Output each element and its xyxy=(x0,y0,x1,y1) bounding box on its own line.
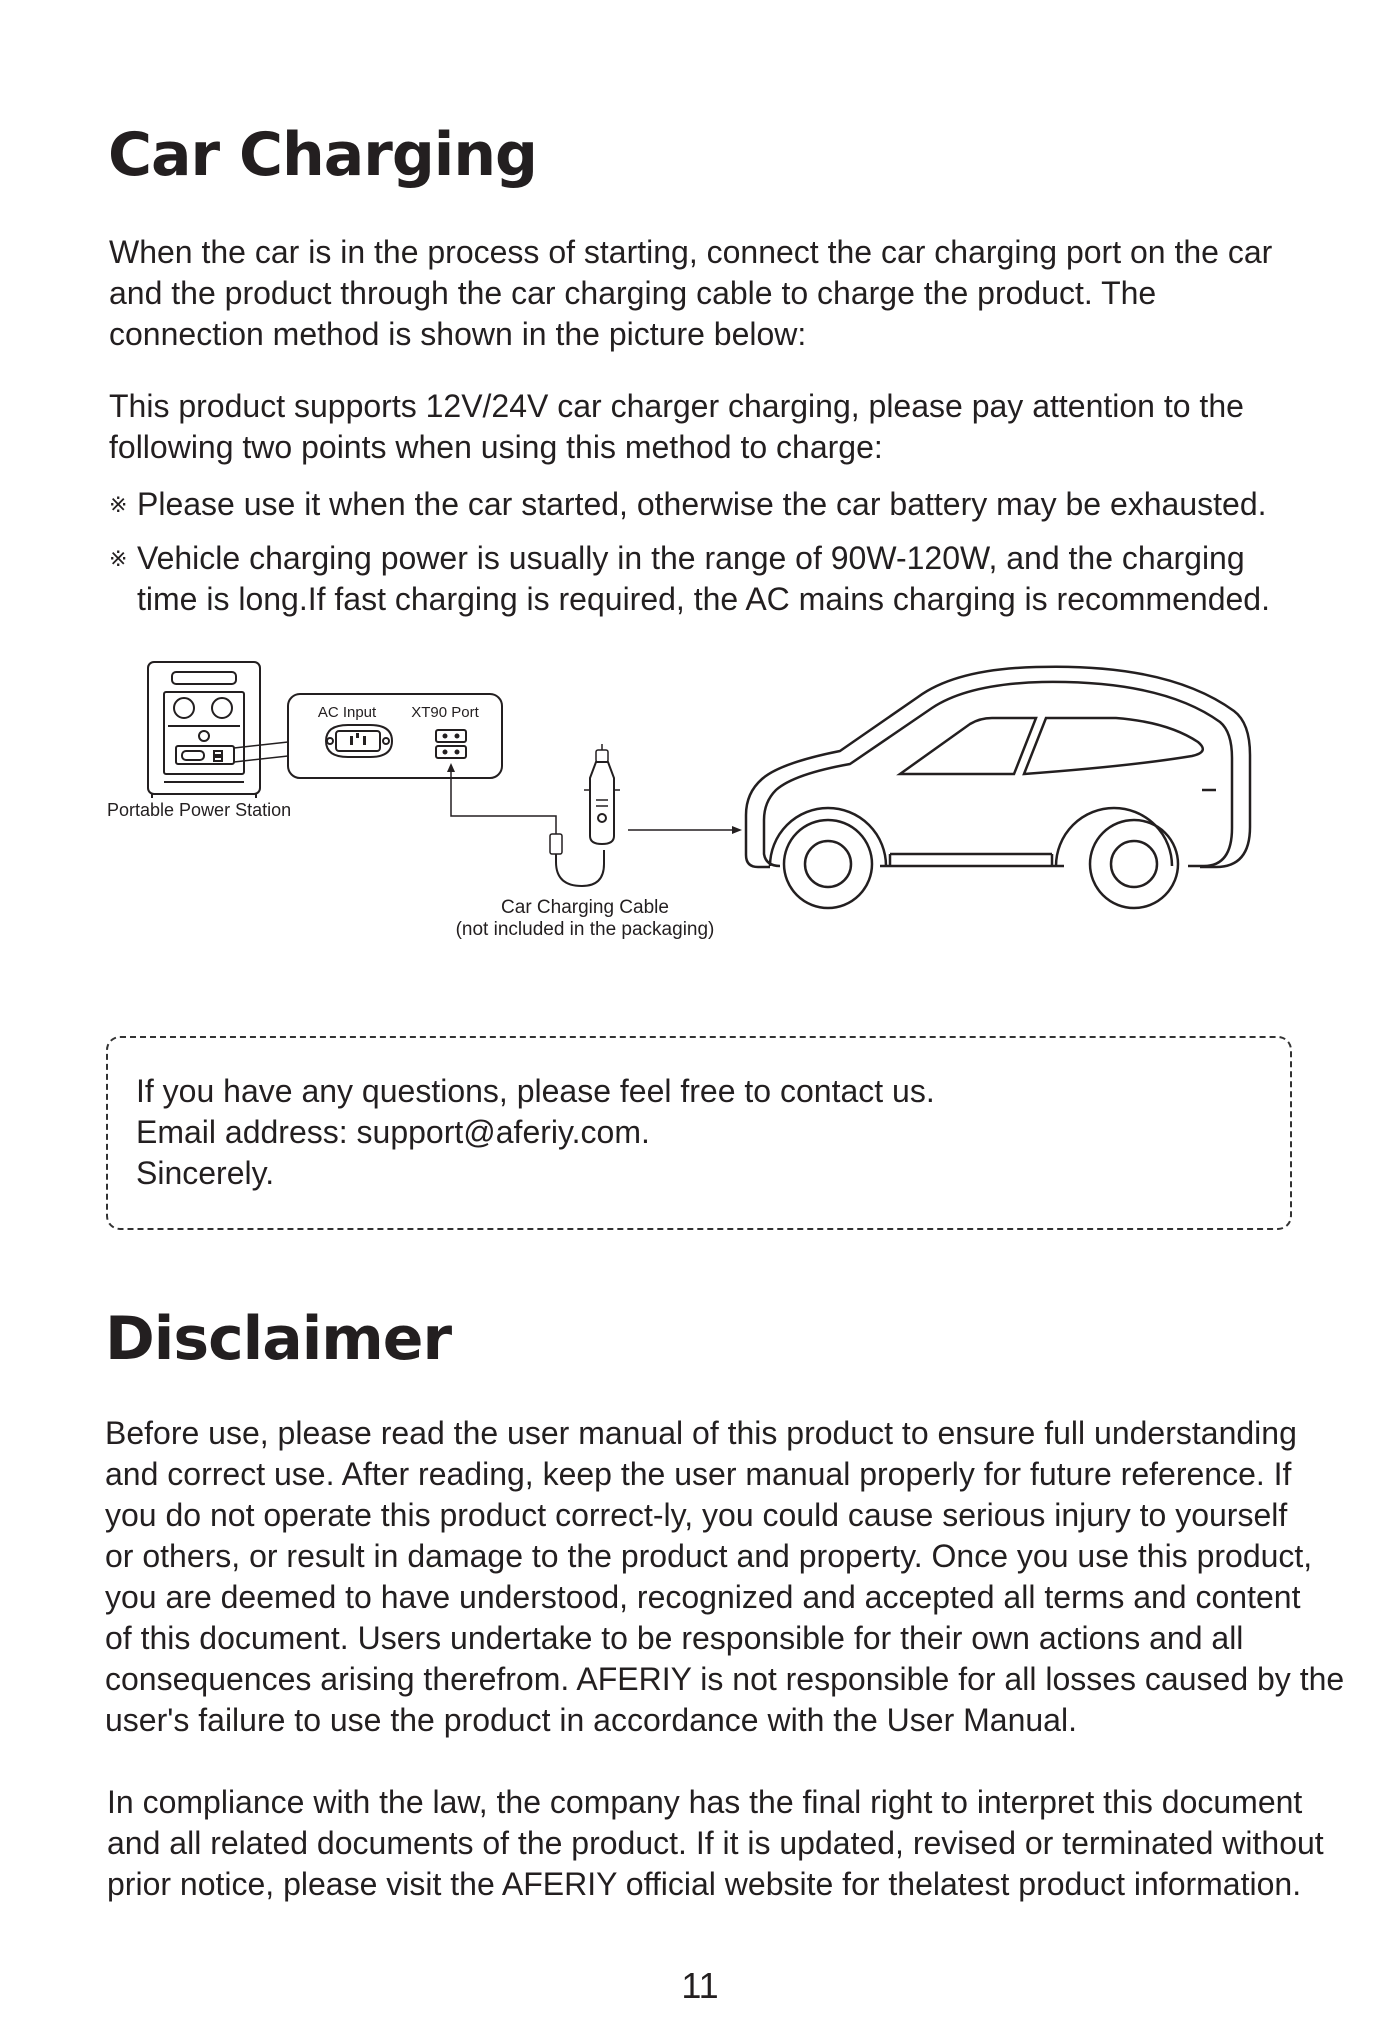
intro-line: and the product through the car charging cable to charge the product. The xyxy=(109,275,1157,311)
disclaimer-line: or others, or result in damage to the product and property. Once you use this product, xyxy=(105,1538,1313,1574)
support-paragraph xyxy=(109,386,1244,468)
connection-diagram xyxy=(0,650,1400,950)
disclaimer-line: consequences arising therefrom. AFERIY is not responsible for all losses caused by the xyxy=(105,1661,1345,1697)
intro-paragraph xyxy=(109,232,1272,355)
disclaimer-line: In compliance with the law, the company has the final right to interpret this document xyxy=(107,1784,1303,1820)
cable-illustration xyxy=(447,744,742,886)
note-mark: ※ xyxy=(109,492,128,517)
power-station-illustration xyxy=(148,662,260,798)
disclaimer-line: and all related documents of the product. If it is updated, revised or terminated without xyxy=(107,1825,1324,1861)
disclaimer-line: and correct use. After reading, keep the user manual properly for future reference. If xyxy=(105,1456,1292,1492)
disclaimer-paragraph-1 xyxy=(105,1413,1344,1741)
page-number: 11 xyxy=(681,1965,719,2006)
note-line: Please use it when the car started, otherwise the car battery may be exhausted. xyxy=(137,486,1267,522)
disclaimer-line: you do not operate this product correct-ly, you could cause serious injury to yourself xyxy=(105,1497,1288,1533)
ac-input-label: AC Input xyxy=(317,704,377,721)
disclaimer-line: of this document. Users undertake to be responsible for their own actions and all xyxy=(105,1620,1244,1656)
contact-signoff: Sincerely. xyxy=(136,1155,275,1191)
car-illustration xyxy=(746,667,1250,908)
intro-line: connection method is shown in the picture below: xyxy=(109,316,807,352)
disclaimer-paragraph-2 xyxy=(107,1782,1324,1905)
contact-line: If you have any questions, please feel free to contact us. xyxy=(136,1073,935,1109)
note-item xyxy=(109,484,1267,525)
support-line: following two points when using this method to charge: xyxy=(109,429,883,465)
cable-note: (not included in the packaging) xyxy=(455,919,715,940)
note-item xyxy=(109,538,1270,620)
note-mark: ※ xyxy=(109,546,128,571)
support-line: This product supports 12V/24V car charger charging, please pay attention to the xyxy=(109,388,1244,424)
disclaimer-line: Before use, please read the user manual of this product to ensure full understanding xyxy=(105,1415,1297,1451)
disclaimer-line: prior notice, please visit the AFERIY official website for thelatest product information. xyxy=(107,1866,1302,1902)
disclaimer-line: you are deemed to have understood, recognized and accepted all terms and content xyxy=(105,1579,1301,1615)
note-line: Vehicle charging power is usually in the range of 90W-120W, and the charging xyxy=(137,540,1245,576)
contact-email: Email address: support@aferiy.com. xyxy=(136,1114,650,1150)
intro-line: When the car is in the process of starting, connect the car charging port on the car xyxy=(109,234,1273,270)
power-station-label: Portable Power Station xyxy=(107,800,292,820)
note-line: time is long.If fast charging is required, the AC mains charging is recommended. xyxy=(137,581,1270,617)
car-charging-title: Car Charging xyxy=(108,120,538,190)
cable-label: Car Charging Cable xyxy=(501,897,669,918)
disclaimer-line: user's failure to use the product in accordance with the User Manual. xyxy=(105,1702,1077,1738)
disclaimer-title: Disclaimer xyxy=(105,1304,452,1374)
xt90-port-label: XT90 Port xyxy=(411,704,479,721)
